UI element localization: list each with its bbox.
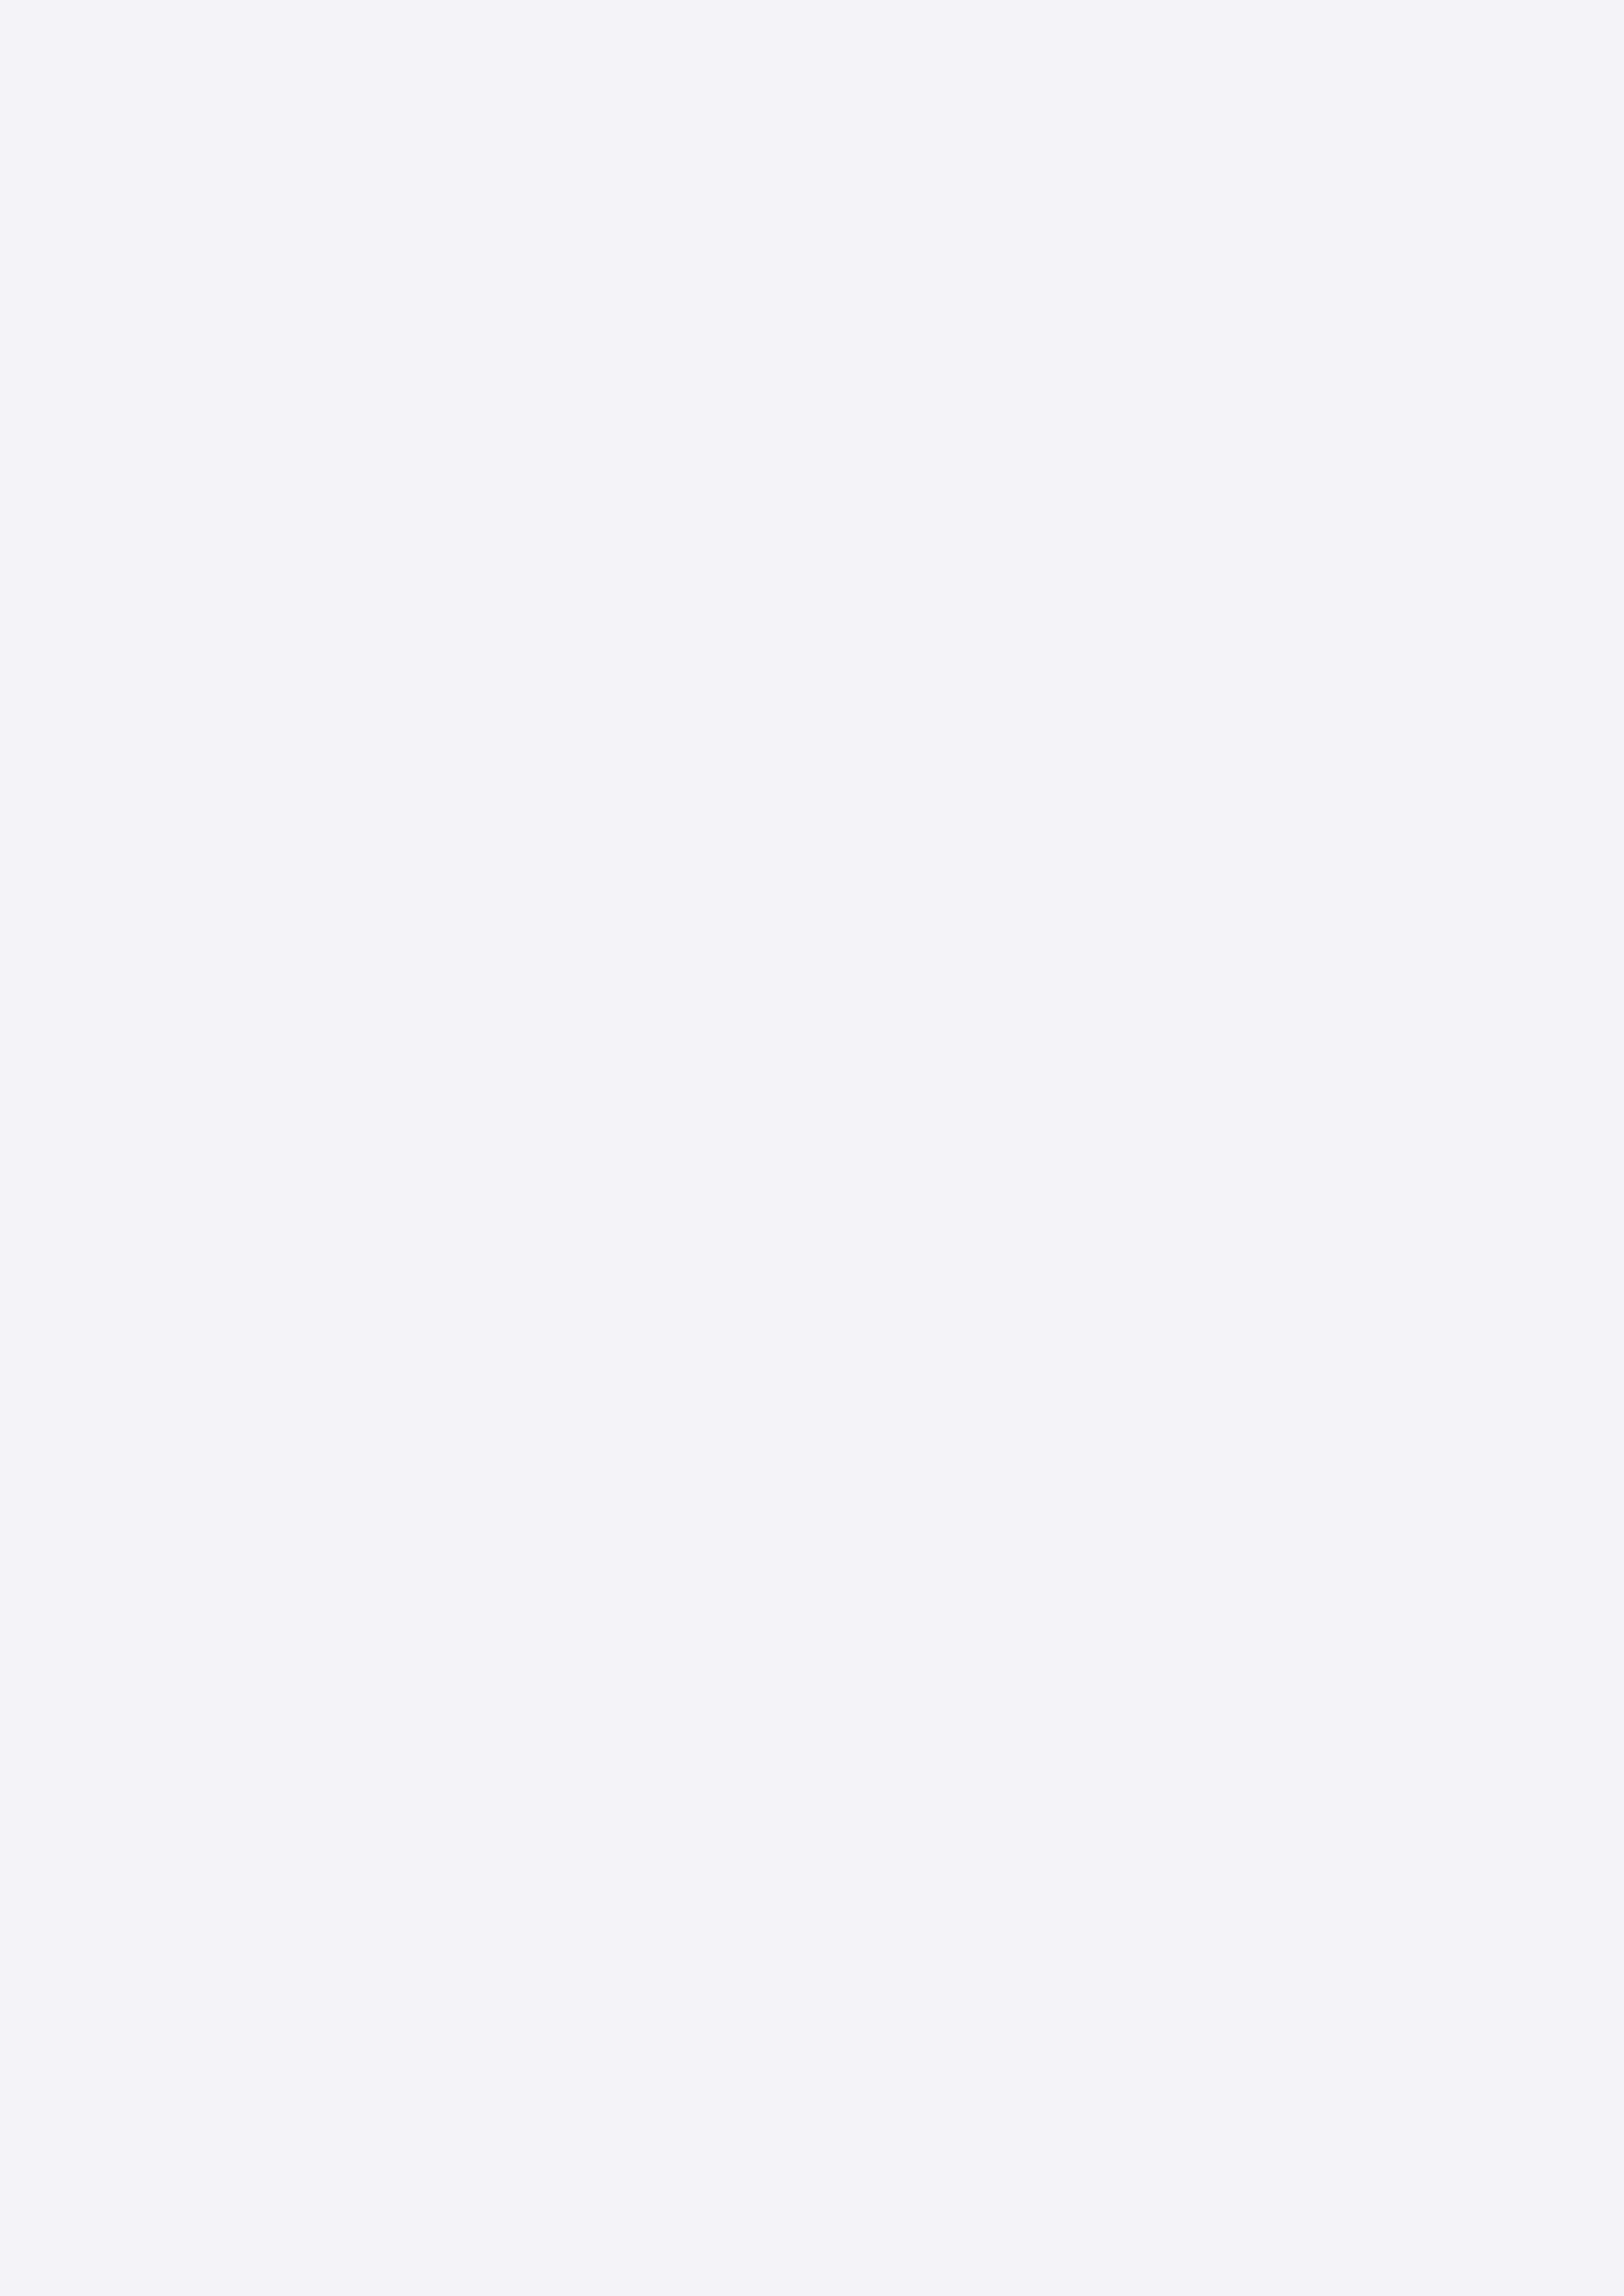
page-number — [108, 1139, 167, 1277]
